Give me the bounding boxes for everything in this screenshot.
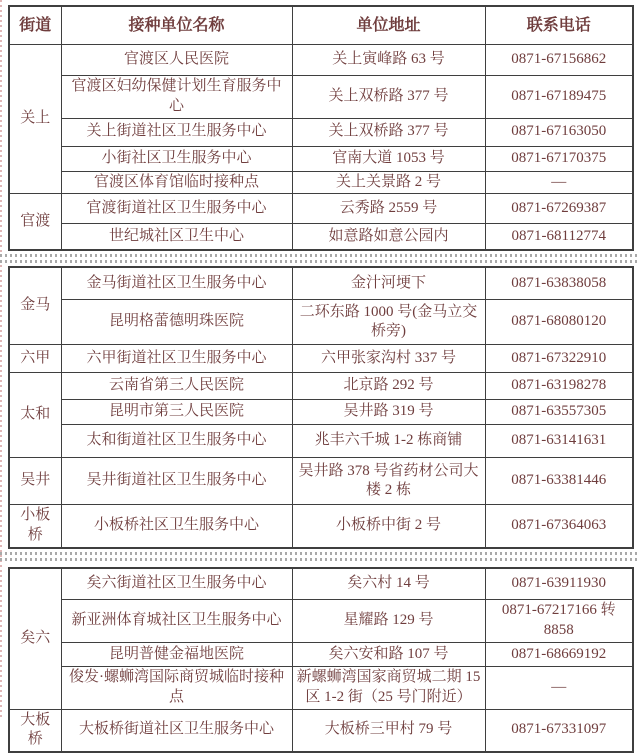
- street-cell: 官渡: [9, 194, 61, 250]
- street-cell: 吴井: [9, 458, 61, 505]
- street-cell: 小板桥: [9, 505, 61, 548]
- page-edge-dotted-line: [0, 0, 2, 717]
- phone-cell: 0871-63141631: [485, 425, 633, 458]
- table-row: [9, 505, 633, 548]
- page-break-divider: [0, 549, 637, 567]
- table-row: [9, 345, 633, 373]
- unit-name-cell: 云南省第三人民医院: [61, 373, 292, 400]
- unit-name-cell: 世纪城社区卫生中心: [61, 224, 292, 250]
- unit-address-cell: 吴井路 319 号: [292, 400, 485, 425]
- phone-cell: 0871-68669192: [485, 642, 633, 666]
- unit-address-cell: 二环东路 1000 号(金马立交桥旁): [292, 300, 485, 345]
- vaccination-table-section-3: [8, 567, 634, 753]
- table-row: [9, 267, 633, 300]
- phone-cell: —: [485, 666, 633, 709]
- unit-address-cell: 兆丰六千城 1-2 栋商铺: [292, 425, 485, 458]
- unit-address-cell: 小板桥中街 2 号: [292, 505, 485, 548]
- phone-cell: 0871-67170375: [485, 146, 633, 171]
- table-row: [9, 300, 633, 345]
- vaccination-table-section-1: [8, 5, 634, 251]
- unit-name-cell: 俊发·螺蛳湾国际商贸城临时接种点: [61, 666, 292, 709]
- unit-address-cell: 六甲张家沟村 337 号: [292, 345, 485, 373]
- phone-cell: 0871-63198278: [485, 373, 633, 400]
- unit-address-cell: 大板桥三甲村 79 号: [292, 709, 485, 752]
- street-cell: 矣六: [9, 568, 61, 709]
- table-row: [9, 568, 633, 600]
- table-row: [9, 642, 633, 666]
- unit-name-cell: 金马街道社区卫生服务中心: [61, 267, 292, 300]
- unit-address-cell: 北京路 292 号: [292, 373, 485, 400]
- unit-address-cell: 官南大道 1053 号: [292, 146, 485, 171]
- phone-cell: 0871-68080120: [485, 300, 633, 345]
- table-row: [9, 224, 633, 250]
- phone-cell: 0871-67331097: [485, 709, 633, 752]
- unit-name-cell: 官渡街道社区卫生服务中心: [61, 194, 292, 224]
- page-break-divider: [0, 251, 637, 266]
- dotted-separator-line: [0, 260, 637, 263]
- street-cell: 大板桥: [9, 709, 61, 752]
- table-row: [9, 146, 633, 171]
- unit-address-cell: 关上寅峰路 63 号: [292, 44, 485, 75]
- unit-name-cell: 小板桥社区卫生服务中心: [61, 505, 292, 548]
- unit-name-cell: 官渡区妇幼保健计划生育服务中心: [61, 75, 292, 118]
- table-row: [9, 373, 633, 400]
- unit-address-cell: 星耀路 129 号: [292, 600, 485, 643]
- column-header-phone: 联系电话: [485, 6, 633, 44]
- dotted-separator-line: [0, 552, 637, 555]
- street-cell: 关上: [9, 44, 61, 194]
- unit-name-cell: 矣六街道社区卫生服务中心: [61, 568, 292, 600]
- table-row: [9, 600, 633, 643]
- unit-address-cell: 云秀路 2559 号: [292, 194, 485, 224]
- unit-name-cell: 昆明格蕾德明珠医院: [61, 300, 292, 345]
- column-header-address: 单位地址: [292, 6, 485, 44]
- unit-name-cell: 昆明普健金福地医院: [61, 642, 292, 666]
- unit-name-cell: 昆明市第三人民医院: [61, 400, 292, 425]
- phone-cell: 0871-67364063: [485, 505, 633, 548]
- unit-name-cell: 官渡区人民医院: [61, 44, 292, 75]
- unit-name-cell: 大板桥街道社区卫生服务中心: [61, 709, 292, 752]
- phone-cell: 0871-63381446: [485, 458, 633, 505]
- phone-cell: 0871-67156862: [485, 44, 633, 75]
- unit-name-cell: 小街社区卫生服务中心: [61, 146, 292, 171]
- street-cell: 六甲: [9, 345, 61, 373]
- unit-name-cell: 新亚洲体育城社区卫生服务中心: [61, 600, 292, 643]
- unit-address-cell: 关上双桥路 377 号: [292, 75, 485, 118]
- table-row: [9, 458, 633, 505]
- unit-address-cell: 新螺蛳湾国家商贸城二期 15 区 1-2 街（25 号门附近）: [292, 666, 485, 709]
- vaccination-table-section-2: [8, 266, 634, 549]
- dotted-separator-line: [0, 558, 637, 561]
- unit-address-cell: 关上双桥路 377 号: [292, 118, 485, 146]
- table-header-row: [9, 6, 633, 44]
- street-cell: 金马: [9, 267, 61, 345]
- unit-address-cell: 关上关景路 2 号: [292, 171, 485, 194]
- table-row: [9, 44, 633, 75]
- table-row: [9, 425, 633, 458]
- table-row: [9, 194, 633, 224]
- unit-name-cell: 关上街道社区卫生服务中心: [61, 118, 292, 146]
- phone-cell: 0871-67189475: [485, 75, 633, 118]
- unit-address-cell: 吴井路 378 号省药材公司大楼 2 栋: [292, 458, 485, 505]
- phone-cell: 0871-67269387: [485, 194, 633, 224]
- column-header-name: 接种单位名称: [61, 6, 292, 44]
- unit-address-cell: 金汁河埂下: [292, 267, 485, 300]
- phone-cell: —: [485, 171, 633, 194]
- dotted-separator-line: [0, 254, 637, 257]
- table-row: [9, 666, 633, 709]
- phone-cell: 0871-67217166 转 8858: [485, 600, 633, 643]
- phone-cell: 0871-67163050: [485, 118, 633, 146]
- unit-name-cell: 六甲街道社区卫生服务中心: [61, 345, 292, 373]
- unit-address-cell: 如意路如意公园内: [292, 224, 485, 250]
- phone-cell: 0871-63557305: [485, 400, 633, 425]
- unit-name-cell: 太和街道社区卫生服务中心: [61, 425, 292, 458]
- phone-cell: 0871-67322910: [485, 345, 633, 373]
- phone-cell: 0871-63838058: [485, 267, 633, 300]
- street-cell: 太和: [9, 373, 61, 458]
- column-header-street: 街道: [9, 6, 61, 44]
- phone-cell: 0871-63911930: [485, 568, 633, 600]
- phone-cell: 0871-68112774: [485, 224, 633, 250]
- table-row: [9, 709, 633, 752]
- unit-address-cell: 矣六村 14 号: [292, 568, 485, 600]
- table-row: [9, 118, 633, 146]
- unit-name-cell: 官渡区体育馆临时接种点: [61, 171, 292, 194]
- unit-address-cell: 矣六安和路 107 号: [292, 642, 485, 666]
- table-row: [9, 171, 633, 194]
- table-row: [9, 75, 633, 118]
- unit-name-cell: 吴井街道社区卫生服务中心: [61, 458, 292, 505]
- table-row: [9, 400, 633, 425]
